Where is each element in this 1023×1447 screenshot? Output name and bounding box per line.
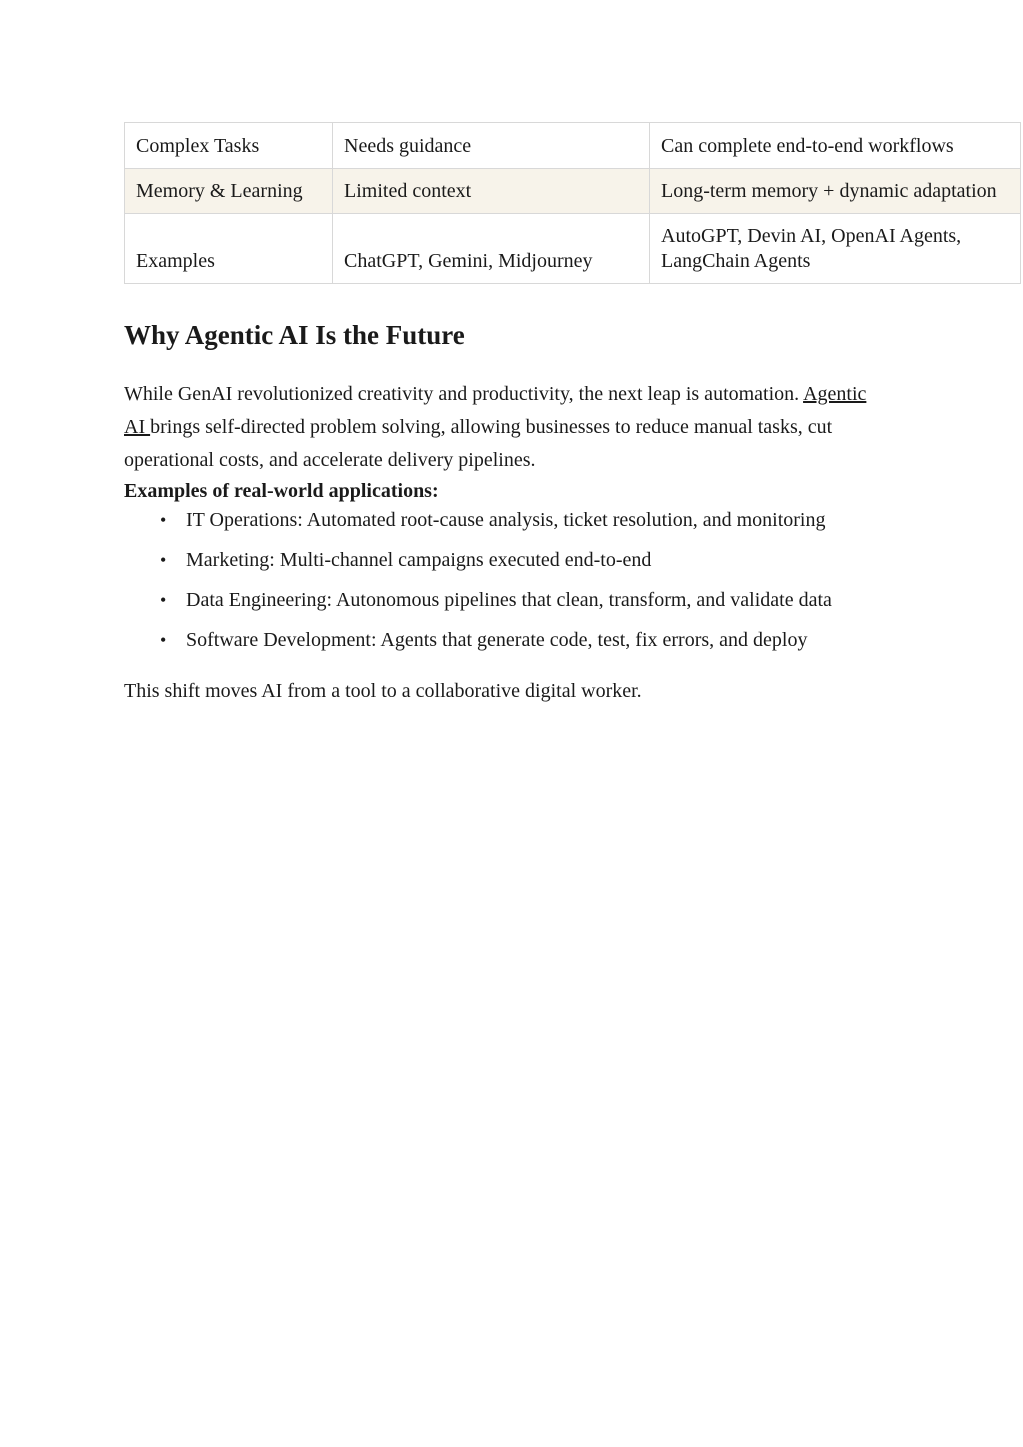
examples-label: Examples of real-world applications: [124, 480, 439, 502]
text-segment: operational costs, and accelerate delivery pipelines. [124, 449, 536, 471]
table-cell: Complex Tasks [125, 123, 333, 169]
table-cell: Needs guidance [333, 123, 650, 169]
list-item-text: Software Development: Agents that generate code, test, fix errors, and deploy [186, 629, 808, 651]
table-cell: Can complete end-to-end workflows [650, 123, 1021, 169]
table-cell: Examples [125, 214, 333, 284]
list-item-text: Data Engineering: Autonomous pipelines that clean, transform, and validate data [186, 589, 832, 611]
list-item [124, 544, 832, 577]
list-item-text: Marketing: Multi-channel campaigns executed end-to-end [186, 549, 652, 571]
table-cell: Limited context [333, 169, 650, 214]
intro-paragraph [124, 378, 866, 477]
closing-paragraph: This shift moves AI from a tool to a collaborative digital worker. [124, 680, 642, 702]
paragraph-line [124, 411, 866, 444]
text-segment: brings self-directed problem solving, allowing businesses to reduce manual tasks, cut [150, 416, 833, 438]
bullet-icon: • [160, 550, 167, 570]
table-row [125, 123, 1021, 169]
table-cell: ChatGPT, Gemini, Midjourney [333, 214, 650, 284]
agentic-ai-link[interactable]: Agentic [803, 383, 867, 405]
paragraph-line [124, 378, 866, 411]
bullet-icon: • [160, 510, 167, 530]
section-heading: Why Agentic AI Is the Future [124, 320, 465, 350]
text-segment: While GenAI revolutionized creativity and productivity, the next leap is automation. [124, 383, 804, 405]
table-cell: AutoGPT, Devin AI, OpenAI Agents, LangChain Agents [650, 214, 1021, 284]
bullet-icon: • [160, 630, 167, 650]
agentic-ai-link[interactable]: AI [124, 416, 151, 438]
list-item [124, 504, 832, 537]
bullet-icon: • [160, 590, 167, 610]
paragraph-line [124, 444, 866, 477]
applications-list [124, 504, 832, 664]
comparison-table [124, 122, 1021, 284]
table-row [125, 169, 1021, 214]
list-item-text: IT Operations: Automated root-cause analysis, ticket resolution, and monitoring [186, 509, 826, 531]
list-item [124, 584, 832, 617]
table-cell: Memory & Learning [125, 169, 333, 214]
list-item [124, 624, 832, 657]
table-cell: Long-term memory + dynamic adaptation [650, 169, 1021, 214]
table-row [125, 214, 1021, 284]
